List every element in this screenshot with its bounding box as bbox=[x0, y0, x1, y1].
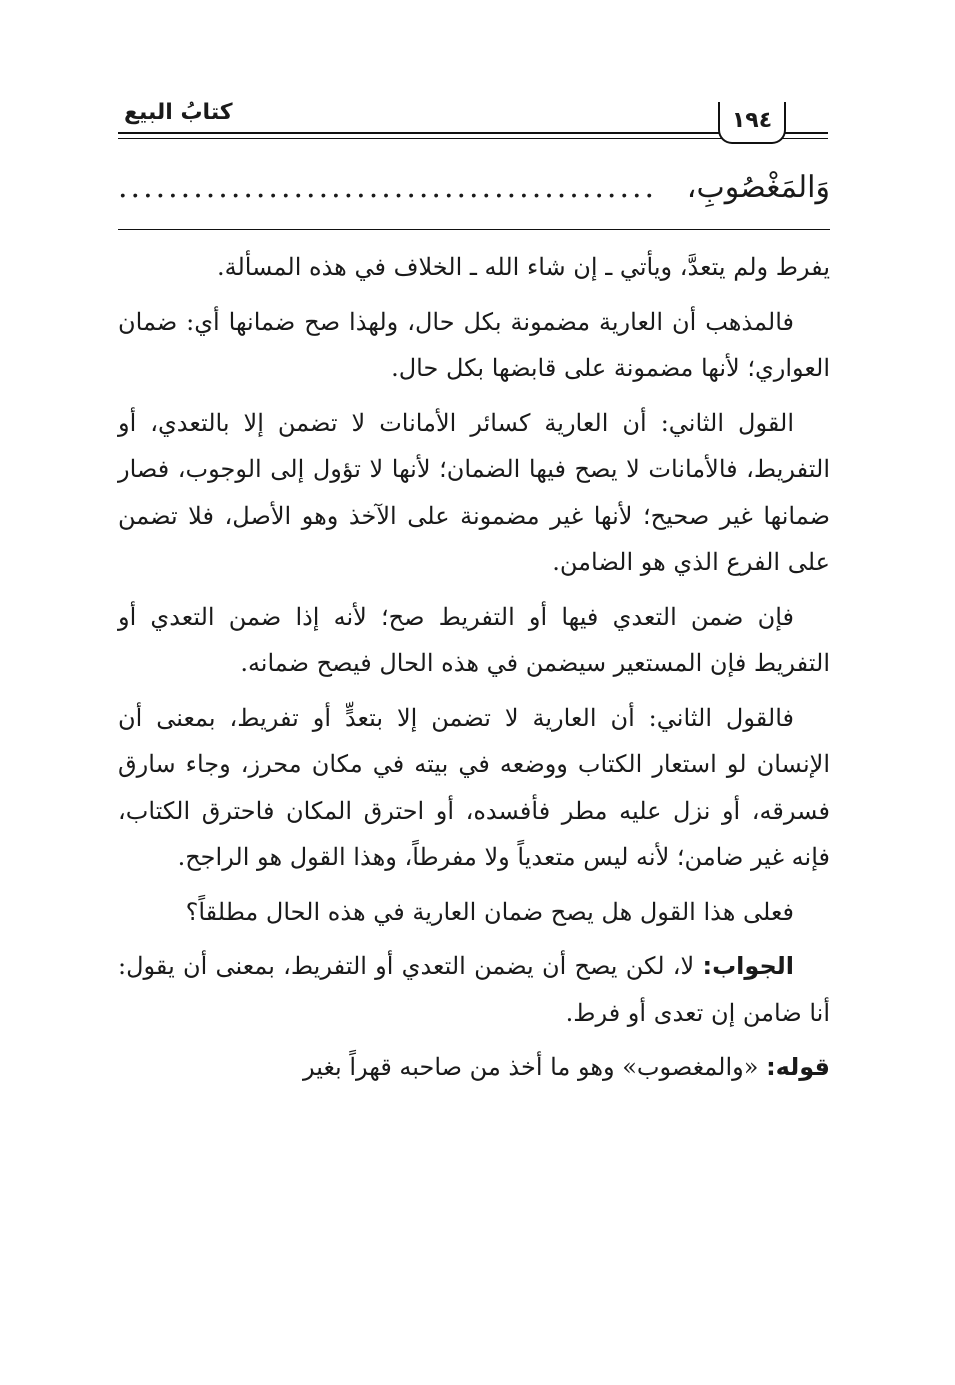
paragraph-text: القول الثاني: أن العارية كسائر الأمانات لا تضمن إلا بالتعدي، أو التفريط، فالأمانات لا يصح فيها الضمان؛ لأنها لا تؤول إلى الوجوب، فصار ضمانها غير صحيح؛ لأنها غير مضمونة على الآخذ وهو الأصل، فلا تضمن على الفرع الذي هو الضامن. bbox=[118, 408, 830, 576]
paragraph bbox=[118, 594, 830, 687]
matn-dots: ........................................... bbox=[118, 170, 658, 205]
book-title: كتابُ البيع bbox=[120, 100, 237, 125]
paragraph-text: «والمغصوب» وهو ما أخذ من صاحبه قهراً بغير bbox=[302, 1053, 767, 1081]
paragraph-qawluhu bbox=[118, 1044, 830, 1091]
paragraph-answer bbox=[118, 943, 830, 1036]
paragraph bbox=[118, 400, 830, 586]
paragraph-text: فإن ضمن التعدي فيها أو التفريط صح؛ لأنه إذا ضمن التعدي أو التفريط فإن المستعير سيضمن في هذه الحال فيصح ضمانه. bbox=[118, 602, 830, 677]
page-number: ١٩٤ bbox=[718, 102, 786, 144]
paragraph bbox=[118, 889, 830, 936]
paragraph-text: فعلى هذا القول هل يصح ضمان العارية في هذه الحال مطلقاً؟ bbox=[185, 897, 794, 926]
answer-label: الجواب: bbox=[702, 952, 794, 980]
paragraph-text: فالقول الثاني: أن العارية لا تضمن إلا بتعدٍّ أو تفريط، بمعنى أن الإنسان لو استعار الكتاب ووضعه في بيته في مكان محرز، وجاء سارق فسرقه، أو نزل عليه مطر فأفسده، أو احترق المكان فاحترق الكتاب، فإنه غير ضامن؛ لأنه ليس متعدياً ولا مفرطاً، وهذا القول هو الراجح. bbox=[118, 703, 830, 871]
commentary-body bbox=[118, 244, 830, 1099]
qawluhu-label: قوله: bbox=[766, 1053, 830, 1081]
paragraph-text: فالمذهب أن العارية مضمونة بكل حال، ولهذا صح ضمانها أي: ضمان العواري؛ لأنها مضمونة على قابضها بكل حال. bbox=[118, 307, 830, 382]
paragraph-text: يفرط ولم يتعدَّ، ويأتي ـ إن شاء الله ـ الخلاف في هذه المسألة. bbox=[216, 253, 830, 281]
matn-text: وَالمَغْصُوبِ، bbox=[686, 170, 830, 205]
paragraph bbox=[118, 299, 830, 392]
paragraph bbox=[118, 695, 830, 881]
paragraph-text: لا، لكن يصح أن يضمن التعدي أو التفريط، بمعنى أن يقول: أنا ضامن إن تعدى أو فرط. bbox=[118, 952, 830, 1027]
page-header bbox=[118, 98, 828, 146]
separator-rule bbox=[118, 229, 830, 230]
matn-line bbox=[118, 163, 830, 213]
paragraph bbox=[118, 244, 830, 291]
